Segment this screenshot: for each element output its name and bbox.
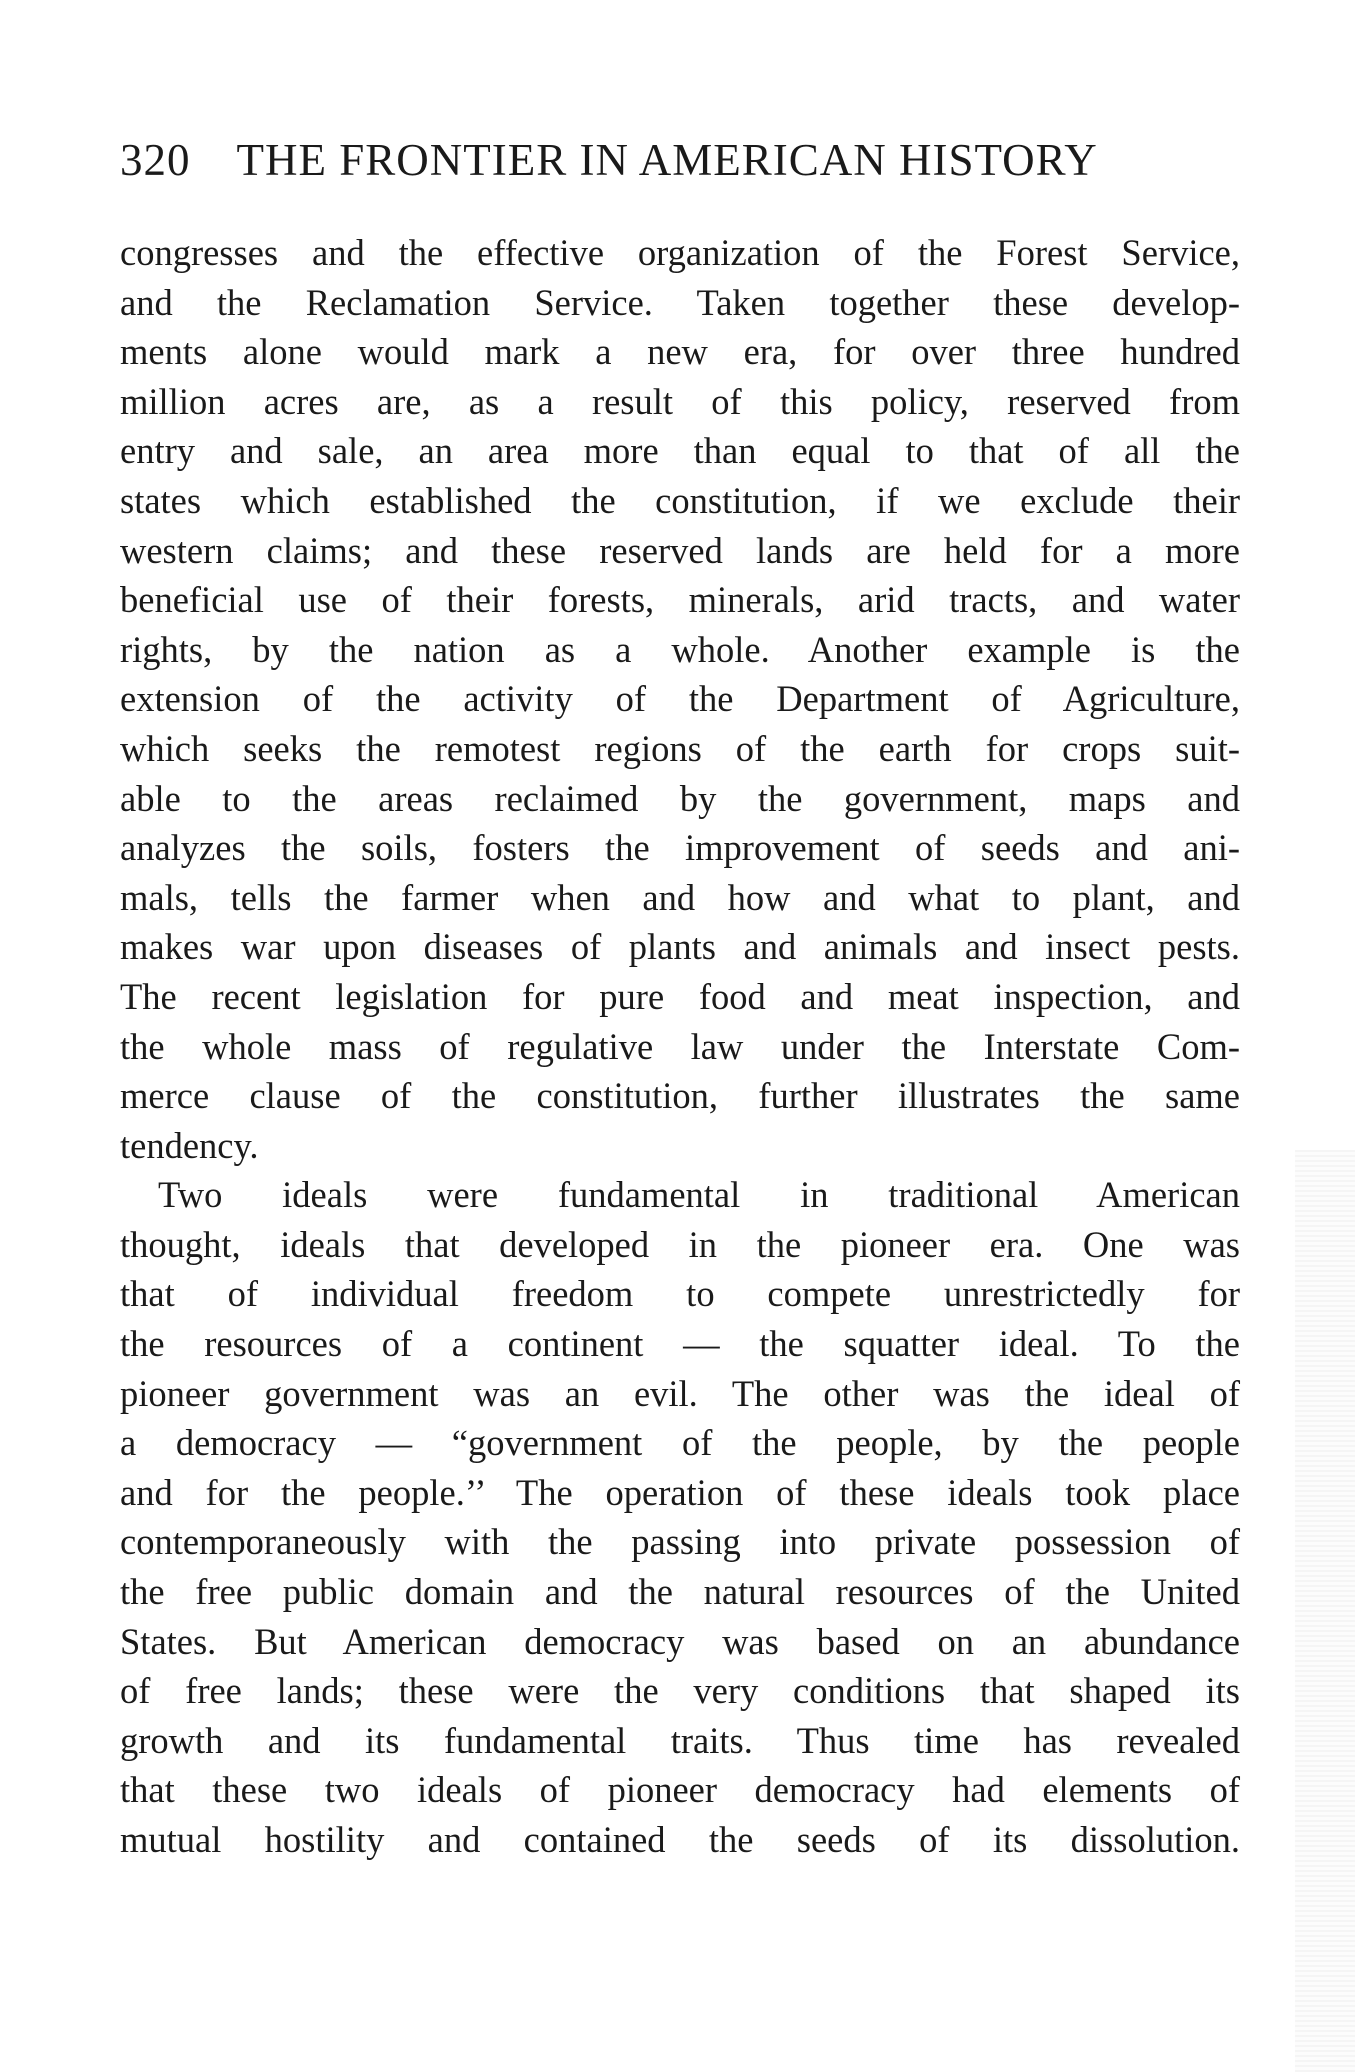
text-line: million acres are, as a result of this policy, reserved from: [120, 380, 1240, 422]
text-line: that these two ideals of pioneer democracy had elements of: [120, 1769, 1240, 1811]
paragraph-1: [120, 228, 1240, 1170]
text-line: that of individual freedom to compete unrestrictedly for: [120, 1273, 1240, 1315]
text-line: able to the areas reclaimed by the government, maps and: [120, 777, 1240, 819]
text-line: ments alone would mark a new era, for over three hundred: [120, 331, 1240, 373]
text-line: states which established the constitution, if we exclude their: [120, 479, 1240, 521]
text-line: and for the people.’’ The operation of these ideals took place: [120, 1471, 1240, 1513]
text-line: thought, ideals that developed in the pioneer era. One was: [120, 1223, 1240, 1265]
text-line: analyzes the soils, fosters the improvement of seeds and ani-: [120, 827, 1240, 869]
text-line: beneficial use of their forests, minerals, arid tracts, and water: [120, 579, 1240, 621]
text-line: tendency.: [120, 1124, 259, 1166]
text-line: growth and its fundamental traits. Thus time has revealed: [120, 1719, 1240, 1761]
body-text: [120, 228, 1240, 1865]
page-number: 320: [120, 135, 191, 185]
text-line: extension of the activity of the Department of Agriculture,: [120, 678, 1240, 720]
text-line: mals, tells the farmer when and how and what to plant, and: [120, 876, 1240, 918]
text-line: a democracy — “government of the people, by the people: [120, 1422, 1240, 1464]
text-line: rights, by the nation as a whole. Another example is the: [120, 628, 1240, 670]
text-line: of free lands; these were the very conditions that shaped its: [120, 1670, 1240, 1712]
text-line: and the Reclamation Service. Taken together these develop-: [120, 281, 1240, 323]
text-line: the resources of a continent — the squatter ideal. To the: [120, 1323, 1240, 1365]
page-edge-texture: [1295, 1150, 1355, 2072]
running-title: THE FRONTIER IN AMERICAN HISTORY: [236, 135, 1098, 185]
text-line: the free public domain and the natural resources of the United: [120, 1571, 1240, 1613]
paragraph-2: [120, 1170, 1240, 1864]
text-line: western claims; and these reserved lands are held for a more: [120, 529, 1240, 571]
text-line: entry and sale, an area more than equal to that of all the: [120, 430, 1240, 472]
text-line: mutual hostility and contained the seeds of its dissolution.: [120, 1819, 1240, 1860]
text-line: The recent legislation for pure food and meat inspection, and: [120, 975, 1240, 1017]
text-line: the whole mass of regulative law under the Interstate Com-: [120, 1025, 1240, 1067]
text-line: contemporaneously with the passing into private possession of: [120, 1521, 1240, 1563]
text-line: congresses and the effective organization of the Forest Service,: [120, 232, 1240, 273]
text-line: pioneer government was an evil. The other was the ideal of: [120, 1372, 1240, 1414]
book-page: [120, 128, 1240, 1865]
text-line: makes war upon diseases of plants and animals and insect pests.: [120, 926, 1240, 968]
text-line: Two ideals were fundamental in traditional American: [158, 1174, 1240, 1216]
text-line: States. But American democracy was based on an abundance: [120, 1620, 1240, 1662]
text-line: which seeks the remotest regions of the earth for crops suit-: [120, 727, 1240, 769]
text-line: merce clause of the constitution, further illustrates the same: [120, 1075, 1240, 1117]
running-head: [120, 128, 1240, 192]
